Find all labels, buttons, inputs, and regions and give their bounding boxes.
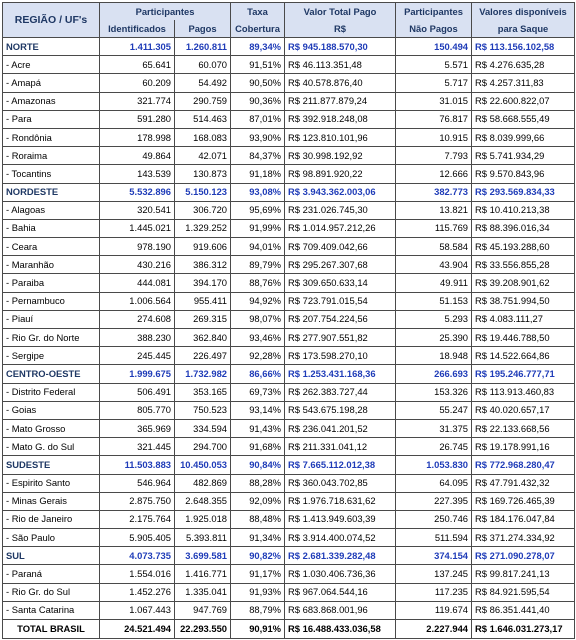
cell-available: R$ 22.600.822,07 xyxy=(472,92,575,110)
cell-region: NORTE xyxy=(3,38,100,56)
cell-available: R$ 84.921.595,54 xyxy=(472,583,575,601)
cell-total-paid: R$ 40.578.876,40 xyxy=(285,74,396,92)
cell-available: R$ 4.083.111,27 xyxy=(472,310,575,328)
cell-coverage: 87,01% xyxy=(231,110,285,128)
cell-region: - Mato G. do Sul xyxy=(3,438,100,456)
header-region: REGIÃO / UF's xyxy=(3,3,100,38)
cell-not-paid: 58.584 xyxy=(396,238,472,256)
table-row xyxy=(3,583,575,601)
cell-total-paid: R$ 1.976.718.631,62 xyxy=(285,492,396,510)
cell-available: R$ 19.446.788,50 xyxy=(472,329,575,347)
cell-total-paid: R$ 173.598.270,10 xyxy=(285,347,396,365)
cell-not-paid: 5.571 xyxy=(396,56,472,74)
cell-not-paid: 12.666 xyxy=(396,165,472,183)
cell-region: - Bahia xyxy=(3,219,100,237)
header-available-2: para Saque xyxy=(472,20,575,38)
cell-region: - Amapá xyxy=(3,74,100,92)
cell-identified: 805.770 xyxy=(100,401,175,419)
cell-region: CENTRO-OESTE xyxy=(3,365,100,383)
cell-not-paid: 7.793 xyxy=(396,147,472,165)
cell-region: - Amazonas xyxy=(3,92,100,110)
cell-not-paid: 2.227.944 xyxy=(396,620,472,639)
table-row xyxy=(3,165,575,183)
cell-not-paid: 250.746 xyxy=(396,510,472,528)
cell-paid: 294.700 xyxy=(175,438,231,456)
cell-coverage: 88,76% xyxy=(231,274,285,292)
cell-available: R$ 99.817.241,13 xyxy=(472,565,575,583)
cell-identified: 1.411.305 xyxy=(100,38,175,56)
cell-identified: 1.006.564 xyxy=(100,292,175,310)
table-row xyxy=(3,329,575,347)
cell-identified: 1.067.443 xyxy=(100,601,175,619)
region-row xyxy=(3,365,575,383)
table-row xyxy=(3,565,575,583)
cell-identified: 274.608 xyxy=(100,310,175,328)
cell-not-paid: 153.326 xyxy=(396,383,472,401)
header-available: Valores disponíveis xyxy=(472,3,575,21)
cell-region: - Paraiba xyxy=(3,274,100,292)
cell-identified: 2.875.750 xyxy=(100,492,175,510)
cell-coverage: 91,18% xyxy=(231,165,285,183)
cell-available: R$ 113.156.102,58 xyxy=(472,38,575,56)
cell-region: - Acre xyxy=(3,56,100,74)
cell-available: R$ 772.968.280,47 xyxy=(472,456,575,474)
cell-coverage: 95,69% xyxy=(231,201,285,219)
header-currency: R$ xyxy=(285,20,396,38)
cell-region: SUDESTE xyxy=(3,456,100,474)
cell-not-paid: 5.717 xyxy=(396,74,472,92)
table-body xyxy=(3,38,575,639)
cell-not-paid: 64.095 xyxy=(396,474,472,492)
cell-available: R$ 14.522.664,86 xyxy=(472,347,575,365)
cell-coverage: 93,08% xyxy=(231,183,285,201)
table-row xyxy=(3,529,575,547)
header-coverage: Cobertura xyxy=(231,20,285,38)
cell-not-paid: 31.375 xyxy=(396,419,472,437)
cell-total-paid: R$ 683.868.001,96 xyxy=(285,601,396,619)
cell-coverage: 92,28% xyxy=(231,347,285,365)
cell-paid: 269.315 xyxy=(175,310,231,328)
cell-identified: 1.445.021 xyxy=(100,219,175,237)
cell-paid: 1.416.771 xyxy=(175,565,231,583)
cell-not-paid: 31.015 xyxy=(396,92,472,110)
table-row xyxy=(3,74,575,92)
table-row xyxy=(3,492,575,510)
cell-identified: 321.445 xyxy=(100,438,175,456)
cell-not-paid: 115.769 xyxy=(396,219,472,237)
cell-identified: 1.554.016 xyxy=(100,565,175,583)
table-row xyxy=(3,310,575,328)
header-identified: Identificados xyxy=(100,20,175,38)
cell-paid: 2.648.355 xyxy=(175,492,231,510)
cell-identified: 388.230 xyxy=(100,329,175,347)
cell-region: - Goias xyxy=(3,401,100,419)
table-row xyxy=(3,238,575,256)
cell-available: R$ 40.020.657,17 xyxy=(472,401,575,419)
cell-identified: 2.175.764 xyxy=(100,510,175,528)
cell-not-paid: 43.904 xyxy=(396,256,472,274)
cell-coverage: 93,90% xyxy=(231,128,285,146)
cell-coverage: 93,14% xyxy=(231,401,285,419)
cell-identified: 506.491 xyxy=(100,383,175,401)
cell-coverage: 90,50% xyxy=(231,74,285,92)
cell-not-paid: 5.293 xyxy=(396,310,472,328)
table-row xyxy=(3,128,575,146)
cell-coverage: 90,36% xyxy=(231,92,285,110)
header-participants: Participantes xyxy=(100,3,231,21)
cell-total-paid: R$ 945.188.570,30 xyxy=(285,38,396,56)
cell-not-paid: 150.494 xyxy=(396,38,472,56)
table-row xyxy=(3,110,575,128)
table-row xyxy=(3,510,575,528)
cell-available: R$ 271.090.278,07 xyxy=(472,547,575,565)
cell-identified: 321.774 xyxy=(100,92,175,110)
cell-identified: 444.081 xyxy=(100,274,175,292)
cell-paid: 1.329.252 xyxy=(175,219,231,237)
cell-available: R$ 86.351.441,40 xyxy=(472,601,575,619)
cell-region: - Espirito Santo xyxy=(3,474,100,492)
cell-coverage: 91,68% xyxy=(231,438,285,456)
cell-paid: 394.170 xyxy=(175,274,231,292)
region-row xyxy=(3,456,575,474)
cell-identified: 365.969 xyxy=(100,419,175,437)
cell-paid: 386.312 xyxy=(175,256,231,274)
cell-region: TOTAL BRASIL xyxy=(3,620,100,639)
cell-coverage: 91,99% xyxy=(231,219,285,237)
cell-paid: 22.293.550 xyxy=(175,620,231,639)
cell-total-paid: R$ 211.331.041,12 xyxy=(285,438,396,456)
cell-not-paid: 227.395 xyxy=(396,492,472,510)
table-row xyxy=(3,401,575,419)
cell-coverage: 92,09% xyxy=(231,492,285,510)
cell-not-paid: 382.773 xyxy=(396,183,472,201)
cell-region: - Santa Catarina xyxy=(3,601,100,619)
cell-not-paid: 49.911 xyxy=(396,274,472,292)
cell-region: - Tocantins xyxy=(3,165,100,183)
cell-coverage: 84,37% xyxy=(231,147,285,165)
table-row xyxy=(3,56,575,74)
cell-total-paid: R$ 1.413.949.603,39 xyxy=(285,510,396,528)
cell-paid: 955.411 xyxy=(175,292,231,310)
cell-region: - Paraná xyxy=(3,565,100,583)
cell-paid: 514.463 xyxy=(175,110,231,128)
cell-region: NORDESTE xyxy=(3,183,100,201)
cell-available: R$ 19.178.991,16 xyxy=(472,438,575,456)
table-row xyxy=(3,274,575,292)
cell-not-paid: 374.154 xyxy=(396,547,472,565)
cell-available: R$ 5.741.934,29 xyxy=(472,147,575,165)
cell-total-paid: R$ 723.791.015,54 xyxy=(285,292,396,310)
cell-not-paid: 51.153 xyxy=(396,292,472,310)
table-row xyxy=(3,292,575,310)
data-table xyxy=(2,2,575,639)
table-row xyxy=(3,201,575,219)
cell-paid: 226.497 xyxy=(175,347,231,365)
cell-coverage: 91,34% xyxy=(231,529,285,547)
cell-total-paid: R$ 46.113.351,48 xyxy=(285,56,396,74)
cell-total-paid: R$ 1.253.431.168,36 xyxy=(285,365,396,383)
cell-region: - Piauí xyxy=(3,310,100,328)
cell-identified: 591.280 xyxy=(100,110,175,128)
cell-not-paid: 26.745 xyxy=(396,438,472,456)
cell-available: R$ 9.570.843,96 xyxy=(472,165,575,183)
cell-identified: 24.521.494 xyxy=(100,620,175,639)
cell-coverage: 69,73% xyxy=(231,383,285,401)
cell-region: - Minas Gerais xyxy=(3,492,100,510)
table-row xyxy=(3,256,575,274)
header-not-paid: Não Pagos xyxy=(396,20,472,38)
cell-paid: 5.393.811 xyxy=(175,529,231,547)
cell-identified: 1.999.675 xyxy=(100,365,175,383)
cell-paid: 130.873 xyxy=(175,165,231,183)
cell-not-paid: 511.594 xyxy=(396,529,472,547)
cell-not-paid: 10.915 xyxy=(396,128,472,146)
cell-total-paid: R$ 709.409.042,66 xyxy=(285,238,396,256)
region-row xyxy=(3,183,575,201)
cell-coverage: 89,79% xyxy=(231,256,285,274)
cell-paid: 168.083 xyxy=(175,128,231,146)
cell-available: R$ 39.208.901,62 xyxy=(472,274,575,292)
cell-paid: 362.840 xyxy=(175,329,231,347)
cell-available: R$ 33.556.855,28 xyxy=(472,256,575,274)
cell-available: R$ 58.668.555,49 xyxy=(472,110,575,128)
table-row xyxy=(3,147,575,165)
cell-identified: 320.541 xyxy=(100,201,175,219)
cell-paid: 750.523 xyxy=(175,401,231,419)
table-row xyxy=(3,474,575,492)
cell-identified: 5.532.896 xyxy=(100,183,175,201)
cell-available: R$ 293.569.834,33 xyxy=(472,183,575,201)
table-row xyxy=(3,601,575,619)
cell-identified: 5.905.405 xyxy=(100,529,175,547)
table-row xyxy=(3,347,575,365)
cell-region: - Distrito Federal xyxy=(3,383,100,401)
cell-total-paid: R$ 3.914.400.074,52 xyxy=(285,529,396,547)
cell-total-paid: R$ 211.877.879,24 xyxy=(285,92,396,110)
cell-coverage: 91,43% xyxy=(231,419,285,437)
cell-region: - Alagoas xyxy=(3,201,100,219)
cell-region: - Ceara xyxy=(3,238,100,256)
cell-paid: 306.720 xyxy=(175,201,231,219)
cell-region: - Rio de Janeiro xyxy=(3,510,100,528)
table-header xyxy=(3,3,575,38)
cell-total-paid: R$ 236.041.201,52 xyxy=(285,419,396,437)
cell-region: - Sergipe xyxy=(3,347,100,365)
cell-available: R$ 113.913.460,83 xyxy=(472,383,575,401)
cell-paid: 482.869 xyxy=(175,474,231,492)
cell-coverage: 89,34% xyxy=(231,38,285,56)
header-rate: Taxa xyxy=(231,3,285,21)
cell-not-paid: 76.817 xyxy=(396,110,472,128)
cell-paid: 1.335.041 xyxy=(175,583,231,601)
cell-total-paid: R$ 1.030.406.736,36 xyxy=(285,565,396,583)
cell-identified: 60.209 xyxy=(100,74,175,92)
header-total-paid: Valor Total Pago xyxy=(285,3,396,21)
cell-paid: 1.925.018 xyxy=(175,510,231,528)
cell-coverage: 90,91% xyxy=(231,620,285,639)
cell-total-paid: R$ 295.267.307,68 xyxy=(285,256,396,274)
cell-paid: 290.759 xyxy=(175,92,231,110)
cell-paid: 60.070 xyxy=(175,56,231,74)
cell-available: R$ 47.791.432,32 xyxy=(472,474,575,492)
cell-coverage: 98,07% xyxy=(231,310,285,328)
cell-paid: 1.260.811 xyxy=(175,38,231,56)
cell-available: R$ 4.276.635,28 xyxy=(472,56,575,74)
cell-total-paid: R$ 2.681.339.282,48 xyxy=(285,547,396,565)
cell-region: - Pernambuco xyxy=(3,292,100,310)
table-row xyxy=(3,419,575,437)
cell-identified: 245.445 xyxy=(100,347,175,365)
cell-region: - São Paulo xyxy=(3,529,100,547)
cell-identified: 430.216 xyxy=(100,256,175,274)
cell-total-paid: R$ 7.665.112.012,38 xyxy=(285,456,396,474)
cell-available: R$ 371.274.334,92 xyxy=(472,529,575,547)
cell-coverage: 93,46% xyxy=(231,329,285,347)
cell-available: R$ 4.257.311,83 xyxy=(472,74,575,92)
cell-coverage: 86,66% xyxy=(231,365,285,383)
cell-available: R$ 45.193.288,60 xyxy=(472,238,575,256)
cell-paid: 42.071 xyxy=(175,147,231,165)
cell-coverage: 88,28% xyxy=(231,474,285,492)
cell-region: - Roraima xyxy=(3,147,100,165)
cell-total-paid: R$ 967.064.544,16 xyxy=(285,583,396,601)
cell-available: R$ 195.246.777,71 xyxy=(472,365,575,383)
cell-region: - Rio Gr. do Sul xyxy=(3,583,100,601)
cell-not-paid: 18.948 xyxy=(396,347,472,365)
cell-available: R$ 88.396.016,34 xyxy=(472,219,575,237)
cell-not-paid: 117.235 xyxy=(396,583,472,601)
table-wrapper xyxy=(2,2,574,638)
cell-total-paid: R$ 98.891.920,22 xyxy=(285,165,396,183)
cell-identified: 11.503.883 xyxy=(100,456,175,474)
cell-coverage: 91,93% xyxy=(231,583,285,601)
cell-available: R$ 38.751.994,50 xyxy=(472,292,575,310)
cell-identified: 4.073.735 xyxy=(100,547,175,565)
cell-paid: 334.594 xyxy=(175,419,231,437)
cell-identified: 49.864 xyxy=(100,147,175,165)
cell-total-paid: R$ 3.943.362.003,06 xyxy=(285,183,396,201)
cell-available: R$ 184.176.047,84 xyxy=(472,510,575,528)
cell-paid: 54.492 xyxy=(175,74,231,92)
cell-identified: 65.641 xyxy=(100,56,175,74)
cell-coverage: 88,79% xyxy=(231,601,285,619)
cell-total-paid: R$ 392.918.248,08 xyxy=(285,110,396,128)
cell-total-paid: R$ 543.675.198,28 xyxy=(285,401,396,419)
cell-region: - Mato Grosso xyxy=(3,419,100,437)
cell-paid: 3.699.581 xyxy=(175,547,231,565)
cell-total-paid: R$ 123.810.101,96 xyxy=(285,128,396,146)
cell-identified: 178.998 xyxy=(100,128,175,146)
cell-total-paid: R$ 16.488.433.036,58 xyxy=(285,620,396,639)
cell-coverage: 91,17% xyxy=(231,565,285,583)
cell-paid: 1.732.982 xyxy=(175,365,231,383)
table-row xyxy=(3,383,575,401)
cell-available: R$ 1.646.031.273,17 xyxy=(472,620,575,639)
cell-not-paid: 119.674 xyxy=(396,601,472,619)
cell-not-paid: 1.053.830 xyxy=(396,456,472,474)
cell-paid: 947.769 xyxy=(175,601,231,619)
cell-identified: 1.452.276 xyxy=(100,583,175,601)
table-row xyxy=(3,92,575,110)
cell-paid: 10.450.053 xyxy=(175,456,231,474)
cell-identified: 978.190 xyxy=(100,238,175,256)
cell-total-paid: R$ 1.014.957.212,26 xyxy=(285,219,396,237)
table-row xyxy=(3,219,575,237)
header-participants-2: Participantes xyxy=(396,3,472,21)
cell-available: R$ 22.133.668,56 xyxy=(472,419,575,437)
table-row xyxy=(3,438,575,456)
cell-not-paid: 266.693 xyxy=(396,365,472,383)
cell-paid: 5.150.123 xyxy=(175,183,231,201)
cell-available: R$ 10.410.213,38 xyxy=(472,201,575,219)
cell-identified: 546.964 xyxy=(100,474,175,492)
cell-available: R$ 169.726.465,39 xyxy=(472,492,575,510)
region-row xyxy=(3,547,575,565)
cell-total-paid: R$ 309.650.633,14 xyxy=(285,274,396,292)
total-row xyxy=(3,620,575,639)
cell-coverage: 90,82% xyxy=(231,547,285,565)
cell-identified: 143.539 xyxy=(100,165,175,183)
cell-coverage: 91,51% xyxy=(231,56,285,74)
cell-not-paid: 25.390 xyxy=(396,329,472,347)
cell-available: R$ 8.039.999,66 xyxy=(472,128,575,146)
cell-coverage: 94,92% xyxy=(231,292,285,310)
cell-coverage: 90,84% xyxy=(231,456,285,474)
cell-coverage: 88,48% xyxy=(231,510,285,528)
cell-coverage: 94,01% xyxy=(231,238,285,256)
cell-total-paid: R$ 30.998.192,92 xyxy=(285,147,396,165)
cell-total-paid: R$ 262.383.727,44 xyxy=(285,383,396,401)
header-paid: Pagos xyxy=(175,20,231,38)
cell-total-paid: R$ 207.754.224,56 xyxy=(285,310,396,328)
cell-region: - Maranhão xyxy=(3,256,100,274)
cell-not-paid: 55.247 xyxy=(396,401,472,419)
region-row xyxy=(3,38,575,56)
cell-region: - Rio Gr. do Norte xyxy=(3,329,100,347)
cell-paid: 353.165 xyxy=(175,383,231,401)
cell-region: - Rondônia xyxy=(3,128,100,146)
cell-total-paid: R$ 277.907.551,82 xyxy=(285,329,396,347)
cell-total-paid: R$ 360.043.702,85 xyxy=(285,474,396,492)
cell-not-paid: 137.245 xyxy=(396,565,472,583)
cell-paid: 919.606 xyxy=(175,238,231,256)
cell-not-paid: 13.821 xyxy=(396,201,472,219)
cell-region: SUL xyxy=(3,547,100,565)
cell-region: - Para xyxy=(3,110,100,128)
cell-total-paid: R$ 231.026.745,30 xyxy=(285,201,396,219)
